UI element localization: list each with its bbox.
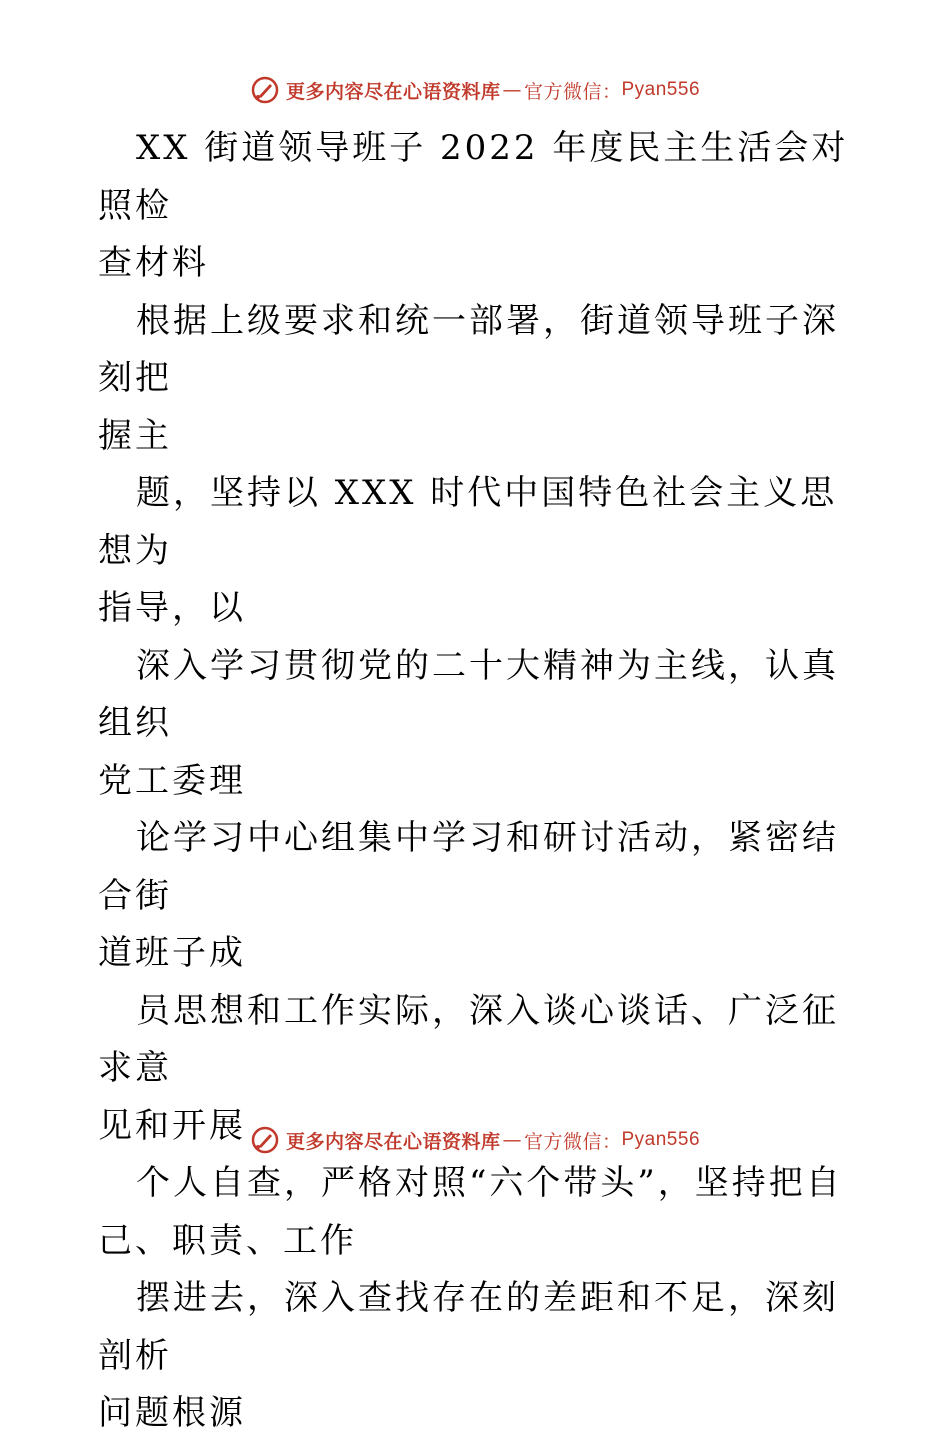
line-part: 题，坚持以 XXX 时代中国特色社会主义思想为: [98, 473, 838, 571]
footer-watermark-banner: [0, 1120, 950, 1160]
line-part: 论学习中心组集中学习和研讨活动，紧密结合街: [98, 818, 839, 916]
paragraph-line: [98, 810, 858, 983]
line-part: 查材料: [98, 243, 209, 283]
pen-circle-logo-icon: [250, 1125, 280, 1155]
paragraph-line: [98, 465, 858, 638]
paragraph-line: [98, 293, 858, 466]
line-part: 深入学习贯彻党的二十大精神为主线，认真组织: [98, 645, 839, 743]
paragraph-line: [98, 120, 858, 293]
banner-dash: —: [502, 1129, 522, 1151]
document-body: [98, 120, 858, 1443]
line-part: 道班子成: [98, 933, 246, 973]
line-part: 党工委理: [98, 760, 246, 801]
paragraph-line: [98, 1155, 858, 1270]
wechat-id: Pyan556: [621, 1129, 701, 1150]
brand-text: 更多内容尽在心语资料库: [285, 1130, 501, 1153]
brand-text: 更多内容尽在心语资料库: [285, 80, 501, 103]
line-part: 摆进去，深入查找存在的差距和不足，深刻剖析: [98, 1278, 839, 1376]
line-part: 握主: [98, 415, 172, 456]
line-part: 员思想和工作实际，深入谈心谈话、广泛征求意: [98, 990, 839, 1088]
line-part: 见和开展: [98, 1105, 246, 1146]
official-wechat-label: 官方微信：: [523, 1130, 622, 1153]
paragraph-line: [98, 1270, 858, 1443]
line-part: 指导，以: [98, 588, 246, 628]
line-part: 己、职责、工作: [98, 1220, 357, 1261]
line-part: XX 街道领导班子 2022 年度民主生活会对照检: [98, 128, 849, 226]
line-part: 根据上级要求和统一部署，街道领导班子深刻把: [98, 300, 839, 398]
wechat-id: Pyan556: [621, 79, 701, 100]
banner-dash: —: [502, 79, 522, 101]
line-part: 个人自查，严格对照“六个带头”，坚持把自: [136, 1163, 843, 1203]
paragraph-line: [98, 638, 858, 811]
official-wechat-label: 官方微信：: [523, 80, 622, 103]
header-watermark-banner: [0, 70, 950, 110]
line-part: 问题根源: [98, 1393, 246, 1433]
pen-circle-logo-icon: [250, 75, 280, 105]
